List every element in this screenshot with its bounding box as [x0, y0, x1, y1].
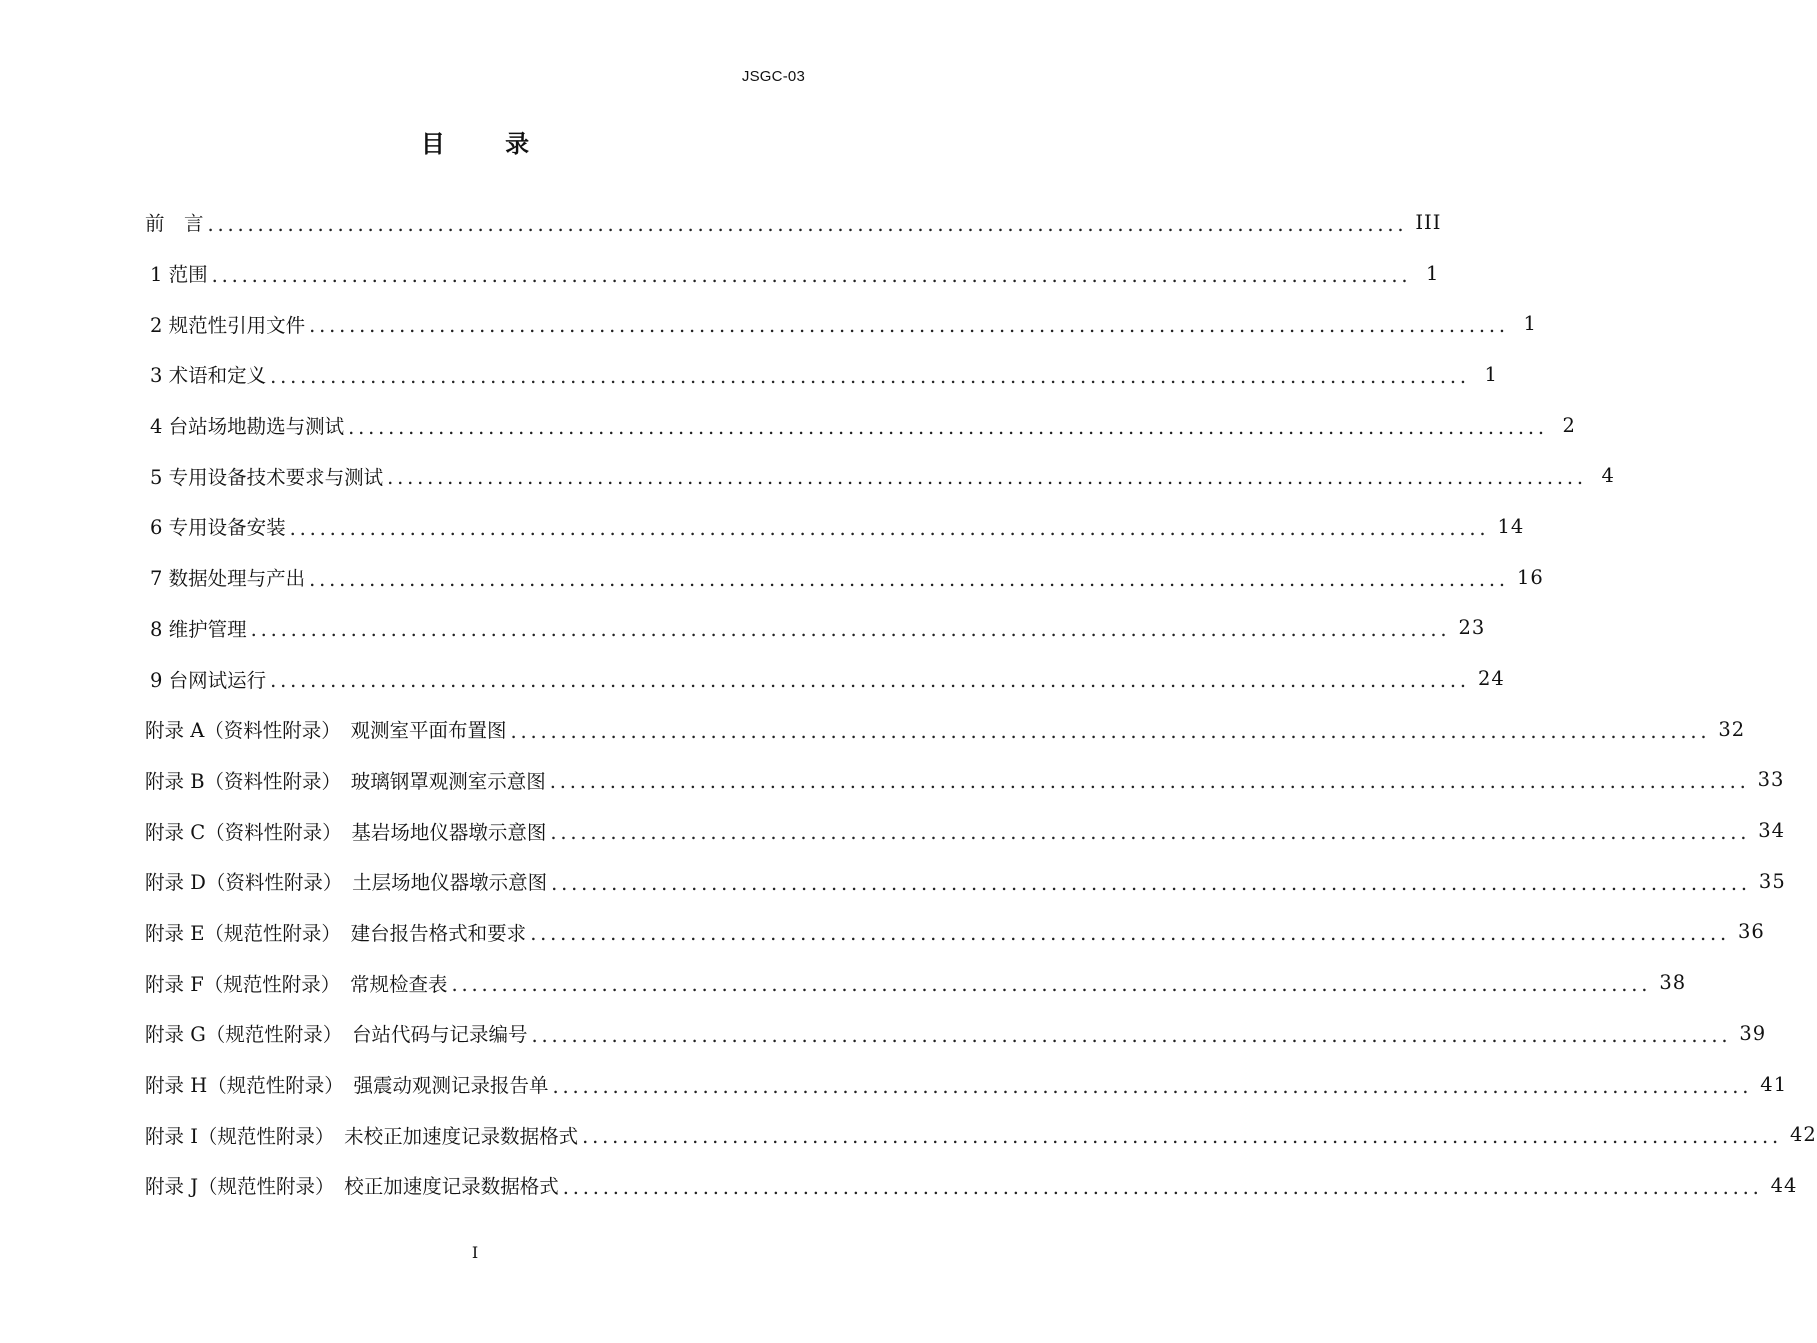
toc-entry-label: 1 范围	[150, 263, 208, 287]
toc-entry-page: 4	[1601, 464, 1615, 488]
toc-entry[interactable]	[145, 197, 1442, 248]
toc-entry[interactable]	[145, 805, 1786, 856]
toc-entry-page: 42	[1789, 1123, 1817, 1147]
toc-entry-label: 2 规范性引用文件	[150, 313, 306, 337]
toc-entry-page: 35	[1758, 869, 1786, 893]
toc-entry[interactable]	[145, 501, 1525, 552]
toc-entry-page: 36	[1738, 920, 1765, 944]
toc-entry-page: 1	[1484, 362, 1498, 386]
toc-leader-dots: ........................................................................................................................	[451, 973, 1652, 997]
toc-entry-label: 附录 B（资料性附录） 玻璃钢罩观测室示意图	[145, 769, 546, 793]
toc-entry-label: 附录 F（规范性附录） 常规检查表	[145, 972, 448, 996]
toc-entry[interactable]	[145, 298, 1537, 349]
toc-leader-dots: ........................................................................................................................	[270, 364, 1470, 388]
toc-entry[interactable]	[145, 755, 1785, 806]
toc-leader-dots: ........................................................................................................................	[250, 618, 1451, 642]
toc-entry-label: 7 数据处理与产出	[150, 567, 306, 591]
toc-entry[interactable]	[145, 552, 1544, 603]
toc-entry-page: 44	[1770, 1173, 1798, 1197]
toc-entry-label: 5 专用设备技术要求与测试	[150, 465, 384, 489]
document-code: JSGC-03	[741, 68, 805, 85]
toc-entry[interactable]	[145, 704, 1746, 755]
toc-entry-label: 8 维护管理	[150, 617, 247, 641]
toc-entry-label: 前 言	[145, 212, 204, 236]
toc-entry[interactable]	[145, 957, 1687, 1008]
toc-entry[interactable]	[145, 1109, 1817, 1160]
toc-leader-dots: ........................................................................................................................	[551, 871, 1751, 895]
toc-entry-label: 6 专用设备安装	[150, 516, 286, 540]
toc-title: 目 录	[420, 130, 556, 158]
toc-entry-label: 附录 E（规范性附录） 建台报告格式和要求	[145, 921, 527, 945]
toc-leader-dots: ........................................................................................................................	[562, 1175, 1763, 1199]
toc-entry[interactable]	[145, 907, 1765, 958]
toc-entry-page: 1	[1426, 261, 1440, 285]
toc-leader-dots: ........................................................................................................................	[510, 719, 1711, 743]
toc-entry[interactable]	[145, 1008, 1767, 1059]
toc-entry-page: 34	[1758, 819, 1786, 843]
table-of-contents	[145, 197, 1817, 1211]
toc-entry[interactable]	[145, 1059, 1788, 1110]
toc-entry[interactable]	[145, 248, 1440, 299]
toc-entry[interactable]	[145, 653, 1505, 704]
toc-leader-dots: ........................................................................................................................	[531, 1023, 1732, 1047]
toc-leader-dots: ........................................................................................................................	[207, 212, 1408, 236]
toc-entry-page: 16	[1516, 565, 1544, 589]
toc-leader-dots: ........................................................................................................................	[211, 263, 1412, 287]
toc-leader-dots: ........................................................................................................................	[552, 1074, 1753, 1098]
toc-entry-label: 4 台站场地勘选与测试	[150, 415, 345, 439]
toc-leader-dots: ........................................................................................................................	[582, 1125, 1782, 1149]
toc-entry-label: 附录 H（规范性附录） 强震动观测记录报告单	[145, 1074, 549, 1098]
toc-entry[interactable]	[145, 450, 1615, 501]
toc-entry[interactable]	[145, 603, 1486, 654]
toc-entry[interactable]	[145, 349, 1498, 400]
toc-entry-label: 附录 D（资料性附录） 土层场地仪器墩示意图	[145, 871, 548, 895]
toc-entry-page: 41	[1760, 1072, 1788, 1096]
toc-entry-label: 附录 G（规范性附录） 台站代码与记录编号	[145, 1023, 528, 1047]
toc-leader-dots: ........................................................................................................................	[387, 466, 1587, 490]
page-number: I	[471, 1243, 479, 1262]
toc-entry-label: 附录 C（资料性附录） 基岩场地仪器墩示意图	[145, 820, 547, 844]
toc-entry[interactable]	[145, 856, 1786, 907]
toc-entry-page: 32	[1718, 717, 1746, 741]
toc-entry-page: 2	[1562, 413, 1576, 437]
toc-entry[interactable]	[145, 1160, 1798, 1211]
toc-leader-dots: ........................................................................................................................	[550, 821, 1751, 845]
toc-entry-page: 23	[1458, 616, 1486, 640]
toc-entry-label: 附录 A（资料性附录） 观测室平面布置图	[145, 719, 507, 743]
toc-entry[interactable]	[145, 400, 1576, 451]
toc-entry-page: III	[1415, 210, 1442, 234]
toc-entry-label: 9 台网试运行	[150, 668, 267, 692]
toc-leader-dots: ........................................................................................................................	[309, 314, 1509, 338]
toc-leader-dots: ........................................................................................................................	[348, 415, 1548, 439]
toc-leader-dots: ........................................................................................................................	[530, 922, 1731, 946]
toc-entry-label: 附录 I（规范性附录） 未校正加速度记录数据格式	[145, 1124, 579, 1148]
toc-leader-dots: ........................................................................................................................	[289, 516, 1490, 540]
toc-entry-page: 1	[1523, 312, 1537, 336]
toc-entry-page: 33	[1757, 768, 1785, 792]
toc-entry-page: 38	[1659, 971, 1687, 995]
toc-entry-label: 附录 J（规范性附录） 校正加速度记录数据格式	[145, 1175, 559, 1199]
toc-leader-dots: ........................................................................................................................	[549, 770, 1750, 794]
toc-entry-label: 3 术语和定义	[150, 364, 267, 388]
toc-entry-page: 24	[1477, 667, 1505, 691]
toc-entry-page: 14	[1497, 514, 1525, 538]
toc-leader-dots: ........................................................................................................................	[270, 669, 1470, 693]
toc-leader-dots: ........................................................................................................................	[309, 567, 1509, 591]
toc-entry-page: 39	[1739, 1021, 1767, 1045]
